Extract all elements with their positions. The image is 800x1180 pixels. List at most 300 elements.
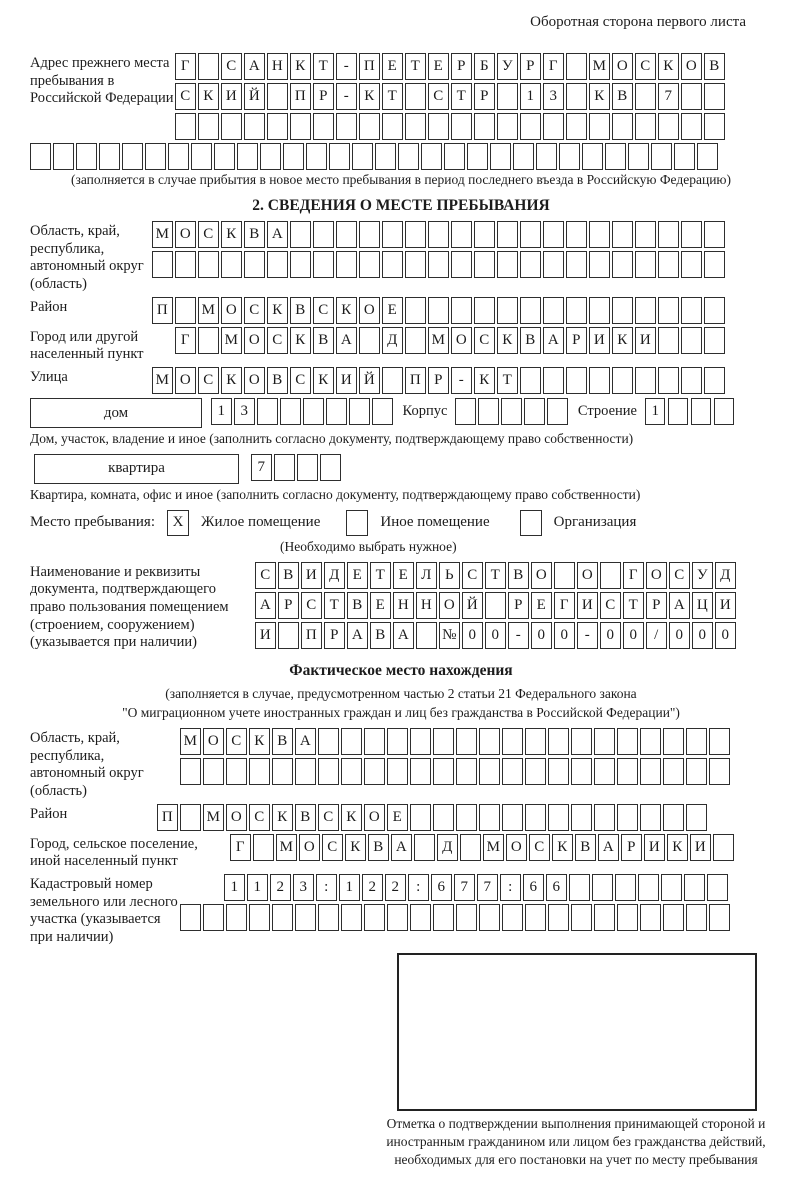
form-cell: Т (370, 562, 391, 589)
form-cell: Е (382, 53, 403, 80)
form-cell: Е (428, 53, 449, 80)
form-cell: О (359, 297, 380, 324)
district-row (152, 297, 725, 324)
fact-region-label: Область, край, республика, автономный округ (область) (30, 729, 144, 799)
apartment-block (30, 454, 772, 484)
form-cell: П (301, 622, 322, 649)
form-cell: И (577, 592, 598, 619)
apartment-caption: Квартира, комната, офис и иное (заполнить согласно документу, подтверждающему право собственности) (30, 486, 641, 502)
form-cell: А (295, 728, 316, 755)
form-cell (444, 143, 465, 170)
form-cell: А (393, 622, 414, 649)
form-cell: О (299, 834, 320, 861)
form-cell: О (226, 804, 247, 831)
form-cell: Н (267, 53, 288, 80)
form-cell (612, 367, 633, 394)
form-cell: О (506, 834, 527, 861)
form-cell (359, 221, 380, 248)
form-cell (257, 398, 278, 425)
option-residential-label: Жилое помещение (201, 513, 321, 530)
form-cell: Е (531, 592, 552, 619)
form-cell (704, 251, 725, 278)
form-cell (691, 398, 712, 425)
form-cell: К (221, 367, 242, 394)
form-cell: Д (715, 562, 736, 589)
form-cell (359, 251, 380, 278)
form-cell: П (359, 53, 380, 80)
korpus-label: Корпус (402, 403, 448, 419)
prev-address-overflow-row (30, 143, 772, 170)
checkbox-organization (520, 510, 542, 536)
form-cell (681, 367, 702, 394)
form-cell: Р (474, 83, 495, 110)
form-cell (520, 251, 541, 278)
form-cell (372, 398, 393, 425)
form-cell: В (295, 804, 316, 831)
form-cell (571, 758, 592, 785)
form-cell (428, 221, 449, 248)
form-cell (490, 143, 511, 170)
form-cell: 0 (669, 622, 690, 649)
form-cell (548, 804, 569, 831)
form-cell (612, 113, 633, 140)
form-cell: 0 (600, 622, 621, 649)
form-cell (198, 53, 219, 80)
form-cell (175, 113, 196, 140)
form-cell (520, 113, 541, 140)
form-cell (612, 251, 633, 278)
form-cell (589, 251, 610, 278)
stroenie-cells (645, 398, 735, 425)
form-cell (566, 297, 587, 324)
form-cell (382, 221, 403, 248)
form-cell (318, 758, 339, 785)
form-cell (658, 367, 679, 394)
form-cell: Е (370, 592, 391, 619)
form-cell: 3 (543, 83, 564, 110)
form-cell: А (255, 592, 276, 619)
form-cell (364, 728, 385, 755)
form-cell (681, 221, 702, 248)
form-cell: У (692, 562, 713, 589)
form-cell (244, 113, 265, 140)
form-cell: О (221, 297, 242, 324)
house-caption: Дом, участок, владение и иное (заполнить согласно документу, подтверждающему право собственности) (30, 431, 634, 446)
form-cell (416, 622, 437, 649)
form-cell: К (341, 804, 362, 831)
form-cell (635, 297, 656, 324)
form-cell (635, 367, 656, 394)
form-cell: О (244, 327, 265, 354)
form-cell (668, 398, 689, 425)
form-cell (336, 113, 357, 140)
form-cell (474, 113, 495, 140)
form-cell (571, 728, 592, 755)
form-cell: С (474, 327, 495, 354)
form-cell (278, 622, 299, 649)
form-cell: М (203, 804, 224, 831)
form-cell: 0 (462, 622, 483, 649)
stay-place-block (30, 510, 772, 536)
form-cell: 0 (485, 622, 506, 649)
form-cell (313, 221, 334, 248)
form-cell (617, 758, 638, 785)
form-cell (249, 904, 270, 931)
form-cell: С (318, 804, 339, 831)
form-cell: С (313, 297, 334, 324)
document-row-3 (255, 622, 736, 649)
form-cell: С (221, 53, 242, 80)
form-cell: Н (416, 592, 437, 619)
form-cell: 2 (385, 874, 406, 901)
form-cell: Р (508, 592, 529, 619)
form-cell: А (347, 622, 368, 649)
stroenie-label: Строение (577, 403, 637, 419)
cadastre-label: Кадастровый номер земельного или лесного участка (указывается при наличии) (30, 875, 178, 945)
form-cell: М (276, 834, 297, 861)
form-cell (175, 251, 196, 278)
form-cell: К (267, 297, 288, 324)
form-cell (554, 562, 575, 589)
section2-title: 2. СВЕДЕНИЯ О МЕСТЕ ПРЕБЫВАНИЯ (252, 196, 550, 214)
form-cell (714, 398, 735, 425)
form-cell: О (175, 367, 196, 394)
form-cell: - (508, 622, 529, 649)
form-cell: Р (324, 622, 345, 649)
form-cell (180, 904, 201, 931)
form-cell (520, 367, 541, 394)
form-cell (615, 874, 636, 901)
form-cell: И (690, 834, 711, 861)
form-cell (543, 221, 564, 248)
district-block (30, 297, 772, 324)
form-cell: К (272, 804, 293, 831)
form-cell (640, 804, 661, 831)
form-cell (628, 143, 649, 170)
form-cell (502, 904, 523, 931)
form-cell: О (646, 562, 667, 589)
form-cell (326, 398, 347, 425)
form-cell (320, 454, 341, 481)
form-cell (191, 143, 212, 170)
form-cell: К (552, 834, 573, 861)
form-cell: С (290, 367, 311, 394)
form-cell: А (244, 53, 265, 80)
form-cell (592, 874, 613, 901)
form-cell: И (221, 83, 242, 110)
form-cell: К (658, 53, 679, 80)
region-block (30, 221, 772, 294)
form-cell: Й (359, 367, 380, 394)
form-cell: Б (474, 53, 495, 80)
form-cell (661, 874, 682, 901)
form-cell: С (529, 834, 550, 861)
form-cell (684, 874, 705, 901)
form-cell (674, 143, 695, 170)
form-cell (280, 398, 301, 425)
form-cell: В (347, 592, 368, 619)
street-row (152, 367, 725, 394)
form-cell (398, 143, 419, 170)
form-cell: С (198, 367, 219, 394)
form-cell: О (364, 804, 385, 831)
form-cell (658, 297, 679, 324)
form-cell: С (226, 728, 247, 755)
form-cell (617, 804, 638, 831)
form-cell (543, 251, 564, 278)
form-cell (175, 297, 196, 324)
form-cell (681, 251, 702, 278)
form-cell: Е (347, 562, 368, 589)
form-cell (536, 143, 557, 170)
form-cell (318, 904, 339, 931)
form-cell (589, 221, 610, 248)
form-cell (272, 758, 293, 785)
form-cell (704, 327, 725, 354)
form-cell: Ь (439, 562, 460, 589)
form-cell: Г (543, 53, 564, 80)
form-cell (168, 143, 189, 170)
form-cell: М (152, 221, 173, 248)
form-cell (456, 728, 477, 755)
form-cell: К (221, 221, 242, 248)
form-cell (451, 113, 472, 140)
form-cell (451, 297, 472, 324)
form-cell (410, 804, 431, 831)
form-cell: В (290, 297, 311, 324)
form-cell (53, 143, 74, 170)
form-cell (594, 804, 615, 831)
form-cell (359, 113, 380, 140)
form-cell: М (152, 367, 173, 394)
form-cell: М (221, 327, 242, 354)
form-cell: 7 (454, 874, 475, 901)
form-cell (76, 143, 97, 170)
form-cell: К (497, 327, 518, 354)
form-cell: К (249, 728, 270, 755)
form-cell (428, 297, 449, 324)
form-cell: В (508, 562, 529, 589)
form-cell: 2 (270, 874, 291, 901)
form-cell (341, 728, 362, 755)
form-cell: Т (313, 53, 334, 80)
form-cell (221, 251, 242, 278)
form-cell: А (267, 221, 288, 248)
street-block (30, 367, 772, 394)
form-cell: Й (462, 592, 483, 619)
form-cell: Р (451, 53, 472, 80)
form-cell (617, 728, 638, 755)
form-cell (433, 804, 454, 831)
prev-address-block (30, 53, 772, 140)
fact-city-label: Город, сельское поселение, иной населенный пункт (30, 835, 198, 870)
form-cell: М (180, 728, 201, 755)
fact-city-row (230, 834, 734, 861)
form-cell (589, 297, 610, 324)
fact-district-row (157, 804, 707, 831)
form-cell (387, 904, 408, 931)
form-cell: Л (416, 562, 437, 589)
form-cell (497, 83, 518, 110)
form-cell: М (428, 327, 449, 354)
form-cell: А (391, 834, 412, 861)
form-cell (221, 113, 242, 140)
street-label: Улица (30, 369, 68, 385)
form-cell (405, 113, 426, 140)
form-cell (525, 728, 546, 755)
form-cell: Р (566, 327, 587, 354)
form-cell (359, 327, 380, 354)
form-cell (543, 297, 564, 324)
document-row-1 (255, 562, 736, 589)
form-cell (704, 113, 725, 140)
form-cell: К (198, 83, 219, 110)
form-cell: С (267, 327, 288, 354)
form-cell (352, 143, 373, 170)
form-cell: В (704, 53, 725, 80)
form-cell (704, 83, 725, 110)
form-cell (707, 874, 728, 901)
form-cell: Р (278, 592, 299, 619)
form-cell (589, 113, 610, 140)
form-cell (520, 221, 541, 248)
form-cell (635, 221, 656, 248)
form-cell: 0 (623, 622, 644, 649)
form-cell: О (244, 367, 265, 394)
form-cell (617, 904, 638, 931)
form-cell (686, 758, 707, 785)
form-cell: О (439, 592, 460, 619)
form-cell: К (612, 327, 633, 354)
form-cell: О (612, 53, 633, 80)
form-cell: Е (382, 297, 403, 324)
form-cell: Г (554, 592, 575, 619)
form-cell: Т (497, 367, 518, 394)
form-cell: В (612, 83, 633, 110)
form-cell (249, 758, 270, 785)
form-cell: Р (520, 53, 541, 80)
form-cell (405, 297, 426, 324)
form-cell (594, 904, 615, 931)
form-cell (180, 804, 201, 831)
form-cell (180, 758, 201, 785)
form-cell (635, 251, 656, 278)
form-cell: В (244, 221, 265, 248)
option-other-premises-label: Иное помещение (380, 513, 490, 530)
form-cell (640, 728, 661, 755)
form-cell (640, 904, 661, 931)
form-cell: - (336, 53, 357, 80)
form-cell (295, 904, 316, 931)
form-cell (260, 143, 281, 170)
form-cell: П (157, 804, 178, 831)
korpus-cells (455, 398, 568, 425)
form-cell (566, 113, 587, 140)
fact-region-block (30, 728, 772, 801)
form-cell (497, 221, 518, 248)
form-cell (414, 834, 435, 861)
form-cell (405, 251, 426, 278)
form-cell: 3 (293, 874, 314, 901)
form-cell: И (644, 834, 665, 861)
form-cell (566, 251, 587, 278)
option-organization-label: Организация (553, 513, 637, 530)
form-cell: С (428, 83, 449, 110)
form-cell (709, 904, 730, 931)
form-cell (433, 728, 454, 755)
form-cell (658, 327, 679, 354)
form-cell (267, 251, 288, 278)
form-cell: : (316, 874, 337, 901)
form-cell: Р (428, 367, 449, 394)
form-cell: 1 (247, 874, 268, 901)
district-label: Район (30, 298, 68, 315)
form-cell (272, 904, 293, 931)
form-cell: В (370, 622, 391, 649)
form-cell (612, 221, 633, 248)
form-cell (244, 251, 265, 278)
form-cell (612, 297, 633, 324)
form-cell: Т (405, 53, 426, 80)
form-cell: А (598, 834, 619, 861)
form-cell (497, 113, 518, 140)
form-cell (387, 758, 408, 785)
form-cell (566, 367, 587, 394)
form-cell (525, 804, 546, 831)
form-cell (605, 143, 626, 170)
form-cell: П (152, 297, 173, 324)
form-cell: И (255, 622, 276, 649)
form-cell (267, 83, 288, 110)
form-cell (290, 251, 311, 278)
form-cell (152, 251, 173, 278)
prev-address-row-2 (175, 83, 725, 110)
stay-place-note: (Необходимо выбрать нужное) (280, 538, 457, 554)
fact-district-block (30, 804, 772, 831)
form-cell (502, 804, 523, 831)
form-cell: П (290, 83, 311, 110)
form-cell (569, 874, 590, 901)
form-cell: 6 (546, 874, 567, 901)
form-cell (421, 143, 442, 170)
form-cell (594, 758, 615, 785)
form-cell (548, 728, 569, 755)
form-cell (658, 113, 679, 140)
form-cell: У (497, 53, 518, 80)
form-cell (336, 221, 357, 248)
form-cell (318, 728, 339, 755)
form-cell (295, 758, 316, 785)
form-cell (681, 297, 702, 324)
form-cell (548, 904, 569, 931)
document-label: Наименование и реквизиты документа, подтверждающего право пользования помещением (строением, сооружением) (указывается при наличии) (30, 563, 229, 651)
form-cell: 1 (645, 398, 666, 425)
form-cell: Г (623, 562, 644, 589)
form-cell: 0 (554, 622, 575, 649)
form-cell (382, 251, 403, 278)
form-cell: 7 (251, 454, 272, 481)
form-cell: : (500, 874, 521, 901)
form-cell (410, 728, 431, 755)
form-cell: Р (621, 834, 642, 861)
form-cell: О (577, 562, 598, 589)
form-cell (548, 758, 569, 785)
form-cell: Т (623, 592, 644, 619)
form-cell: С (249, 804, 270, 831)
form-cell: 2 (362, 874, 383, 901)
form-cell (30, 143, 51, 170)
form-cell: В (520, 327, 541, 354)
